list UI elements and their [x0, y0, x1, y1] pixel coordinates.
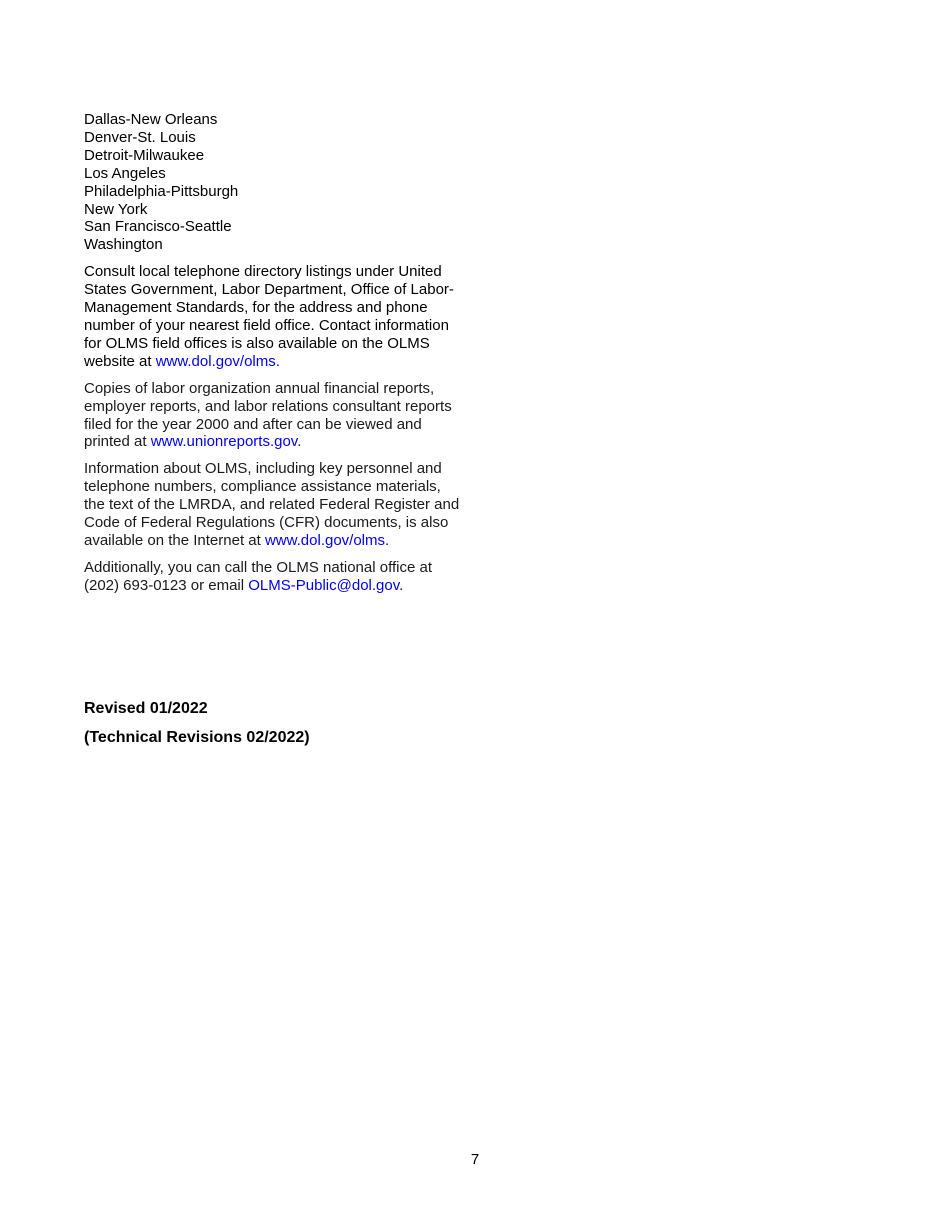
information-paragraph: [84, 460, 464, 550]
copies-text: Copies of labor organization annual financial reports, employer reports, and labor relations consultant reports filed for the year 2000 and after can be viewed and printed at: [84, 379, 452, 451]
consult-text: Consult local telephone directory listings under United States Government, Labor Department, Office of Labor-Management Standards, for the address and phone number of your nearest field office. Contact information for OLMS field offices is also available on the OLMS website at: [84, 263, 454, 370]
copies-suffix: .: [297, 433, 302, 451]
revision-block: [84, 699, 310, 757]
information-text: Information about OLMS, including key personnel and telephone numbers, compliance assistance materials, the text of the LMRDA, and related Federal Register and Code of Federal Regulations (CFR) documents, is also available on the Internet at: [84, 460, 460, 549]
information-suffix: .: [385, 531, 390, 549]
consult-paragraph: [84, 263, 464, 370]
field-office-item: New York: [84, 200, 148, 218]
field-office-item: San Francisco-Seattle: [84, 218, 232, 236]
page-number: 7: [470, 1151, 480, 1168]
revised-date: Revised 01/2022: [84, 700, 208, 717]
additionally-suffix: .: [399, 576, 404, 594]
technical-revisions-date: (Technical Revisions 02/2022): [84, 729, 310, 746]
additionally-paragraph: [84, 559, 464, 595]
olms-internet-link[interactable]: www.dol.gov/olms: [264, 531, 386, 549]
olms-website-link[interactable]: www.dol.gov/olms: [155, 352, 276, 370]
field-office-item: Detroit-Milwaukee: [84, 146, 205, 164]
copies-paragraph: [84, 380, 464, 452]
consult-suffix: .: [275, 352, 280, 370]
field-office-item: Denver-St. Louis: [84, 128, 196, 146]
additionally-text: Additionally, you can call the OLMS national office at (202) 693-0123 or email: [84, 558, 432, 594]
field-office-item: Los Angeles: [84, 164, 166, 182]
unionreports-link[interactable]: www.unionreports.gov: [150, 433, 298, 451]
olms-email-link[interactable]: OLMS-Public@dol.gov: [248, 576, 400, 594]
main-column: [84, 111, 464, 595]
field-office-item: Washington: [84, 236, 163, 254]
field-office-item: Dallas-New Orleans: [84, 111, 218, 128]
field-office-list: [84, 111, 464, 254]
field-office-item: Philadelphia-Pittsburgh: [84, 182, 239, 200]
